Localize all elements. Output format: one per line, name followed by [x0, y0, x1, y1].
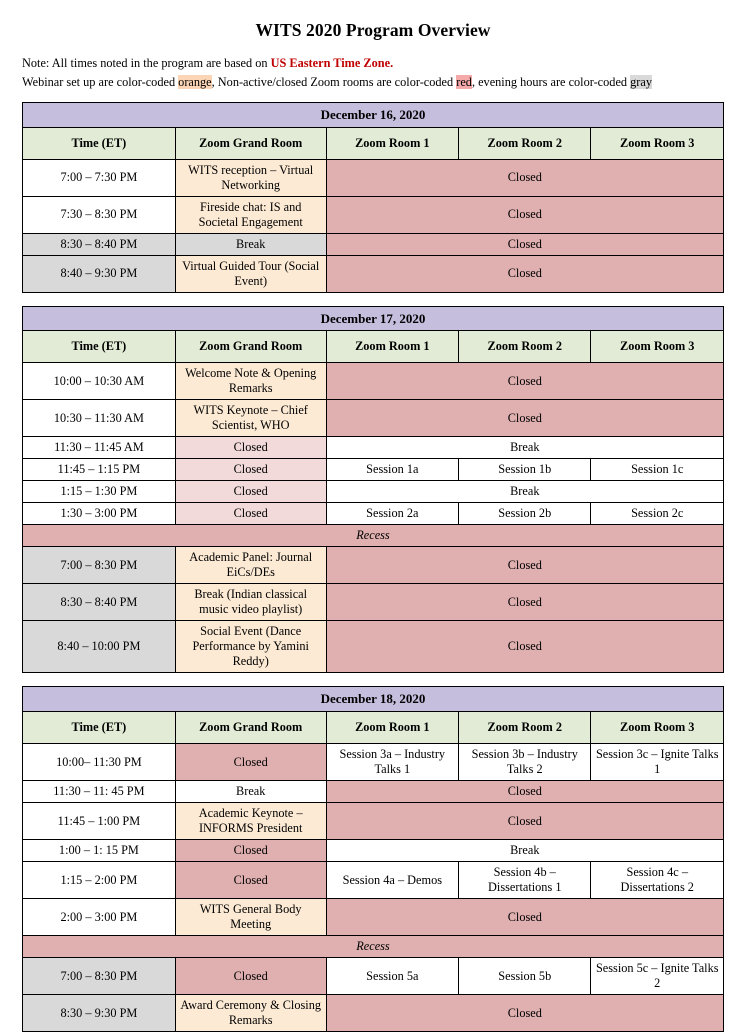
cell-closed: Closed	[326, 995, 723, 1032]
cell-grand: WITS General Body Meeting	[175, 899, 326, 936]
day-header-label: December 16, 2020	[23, 102, 724, 127]
cell-closed: Closed	[326, 363, 723, 400]
cell-closed: Closed	[326, 584, 723, 621]
col-head-room1: Zoom Room 1	[326, 331, 458, 363]
note-line-2-b: , Non-active/closed Zoom rooms are color-coded	[211, 74, 457, 89]
cell-room3: Session 4c – Dissertations 2	[591, 862, 724, 899]
cell-grand: Welcome Note & Opening Remarks	[175, 363, 326, 400]
cell-grand: Break	[175, 781, 326, 803]
cell-grand: Social Event (Dance Performance by Yamini Reddy)	[175, 621, 326, 673]
recess-row	[23, 525, 724, 547]
legend-red: red	[456, 74, 472, 89]
cell-time: 11:30 – 11: 45 PM	[23, 781, 176, 803]
col-head-room2: Zoom Room 2	[459, 712, 591, 744]
col-head-room3: Zoom Room 3	[591, 127, 724, 159]
table-row	[23, 503, 724, 525]
cell-recess: Recess	[23, 936, 724, 958]
cell-time: 11:45 – 1:15 PM	[23, 459, 176, 481]
col-head-room2: Zoom Room 2	[459, 331, 591, 363]
table-row	[23, 899, 724, 936]
cell-closed: Closed	[326, 196, 723, 233]
day-header-label: December 17, 2020	[23, 306, 724, 331]
cell-room3: Session 3c – Ignite Talks 1	[591, 744, 724, 781]
cell-grand: Break (Indian classical music video playlist)	[175, 584, 326, 621]
table-row	[23, 584, 724, 621]
column-header-row	[23, 331, 724, 363]
day-header-label: December 18, 2020	[23, 687, 724, 712]
notes-block	[22, 55, 724, 92]
cell-grand: WITS Keynote – Chief Scientist, WHO	[175, 400, 326, 437]
cell-room1: Session 2a	[326, 503, 458, 525]
column-header-row	[23, 127, 724, 159]
table-row	[23, 744, 724, 781]
cell-grand: Closed	[175, 481, 326, 503]
cell-time: 10:00 – 10:30 AM	[23, 363, 176, 400]
cell-room2: Session 2b	[459, 503, 591, 525]
cell-grand: Virtual Guided Tour (Social Event)	[175, 255, 326, 292]
cell-room2: Session 4b – Dissertations 1	[459, 862, 591, 899]
cell-grand: Academic Keynote – INFORMS President	[175, 803, 326, 840]
cell-time: 7:30 – 8:30 PM	[23, 196, 176, 233]
table-row	[23, 547, 724, 584]
schedule-table-day-1	[22, 102, 724, 293]
table-row	[23, 481, 724, 503]
table-row	[23, 363, 724, 400]
cell-time: 1:30 – 3:00 PM	[23, 503, 176, 525]
legend-gray: gray	[630, 74, 652, 89]
cell-time: 8:40 – 10:00 PM	[23, 621, 176, 673]
cell-time: 7:00 – 8:30 PM	[23, 547, 176, 584]
cell-closed: Closed	[326, 899, 723, 936]
cell-grand: Closed	[175, 503, 326, 525]
cell-room2: Session 5b	[459, 958, 591, 995]
table-row	[23, 840, 724, 862]
cell-time: 8:40 – 9:30 PM	[23, 255, 176, 292]
col-head-room1: Zoom Room 1	[326, 127, 458, 159]
cell-break: Break	[326, 840, 723, 862]
cell-time: 1:15 – 1:30 PM	[23, 481, 176, 503]
schedule-table-day-2	[22, 306, 724, 674]
col-head-time: Time (ET)	[23, 331, 176, 363]
legend-orange: orange	[178, 74, 212, 89]
note-timezone-highlight: US Eastern Time Zone.	[270, 56, 394, 70]
cell-time: 1:00 – 1: 15 PM	[23, 840, 176, 862]
cell-grand: Closed	[175, 437, 326, 459]
col-head-grand: Zoom Grand Room	[175, 331, 326, 363]
cell-room1: Session 3a – Industry Talks 1	[326, 744, 458, 781]
cell-room3: Session 5c – Ignite Talks 2	[591, 958, 724, 995]
cell-room3: Session 1c	[591, 459, 724, 481]
page-title: WITS 2020 Program Overview	[255, 20, 491, 40]
cell-closed: Closed	[326, 159, 723, 196]
cell-time: 1:15 – 2:00 PM	[23, 862, 176, 899]
recess-row	[23, 936, 724, 958]
cell-grand: Academic Panel: Journal EiCs/DEs	[175, 547, 326, 584]
note-line-2-c: , evening hours are color-coded	[471, 74, 631, 89]
day-header-row	[23, 102, 724, 127]
cell-grand: Closed	[175, 840, 326, 862]
table-row	[23, 995, 724, 1032]
table-row	[23, 233, 724, 255]
cell-time: 8:30 – 9:30 PM	[23, 995, 176, 1032]
note-line-2	[22, 74, 724, 92]
table-row	[23, 862, 724, 899]
cell-closed: Closed	[326, 547, 723, 584]
col-head-grand: Zoom Grand Room	[175, 712, 326, 744]
table-row	[23, 621, 724, 673]
cell-closed: Closed	[326, 803, 723, 840]
table-row	[23, 958, 724, 995]
cell-grand: Closed	[175, 459, 326, 481]
cell-recess: Recess	[23, 525, 724, 547]
cell-grand: Closed	[175, 958, 326, 995]
table-row	[23, 159, 724, 196]
note-line-1	[22, 55, 724, 73]
col-head-time: Time (ET)	[23, 127, 176, 159]
table-row	[23, 781, 724, 803]
table-row	[23, 803, 724, 840]
col-head-room3: Zoom Room 3	[591, 331, 724, 363]
cell-grand: Fireside chat: IS and Societal Engagement	[175, 196, 326, 233]
table-row	[23, 400, 724, 437]
cell-room2: Session 3b – Industry Talks 2	[459, 744, 591, 781]
cell-closed: Closed	[326, 255, 723, 292]
col-head-room2: Zoom Room 2	[459, 127, 591, 159]
cell-time: 7:00 – 7:30 PM	[23, 159, 176, 196]
cell-time: 7:00 – 8:30 PM	[23, 958, 176, 995]
cell-grand: Closed	[175, 744, 326, 781]
col-head-grand: Zoom Grand Room	[175, 127, 326, 159]
section-gap	[22, 293, 724, 306]
cell-room1: Session 1a	[326, 459, 458, 481]
cell-closed: Closed	[326, 781, 723, 803]
cell-grand: Break	[175, 233, 326, 255]
section-gap	[22, 673, 724, 686]
cell-time: 8:30 – 8:40 PM	[23, 233, 176, 255]
cell-grand: Award Ceremony & Closing Remarks	[175, 995, 326, 1032]
cell-time: 2:00 – 3:00 PM	[23, 899, 176, 936]
table-row	[23, 255, 724, 292]
col-head-room1: Zoom Room 1	[326, 712, 458, 744]
table-row	[23, 437, 724, 459]
cell-time: 8:30 – 8:40 PM	[23, 584, 176, 621]
day-header-row	[23, 306, 724, 331]
col-head-room3: Zoom Room 3	[591, 712, 724, 744]
day-header-row	[23, 687, 724, 712]
cell-time: 10:30 – 11:30 AM	[23, 400, 176, 437]
cell-grand: WITS reception – Virtual Networking	[175, 159, 326, 196]
note-line-1-prefix: Note: All times noted in the program are based on	[22, 56, 271, 70]
cell-break: Break	[326, 481, 723, 503]
note-line-2-a: Webinar set up are color-coded	[22, 74, 179, 89]
cell-room3: Session 2c	[591, 503, 724, 525]
cell-time: 11:30 – 11:45 AM	[23, 437, 176, 459]
table-row	[23, 459, 724, 481]
cell-time: 11:45 – 1:00 PM	[23, 803, 176, 840]
cell-grand: Closed	[175, 862, 326, 899]
cell-time: 10:00– 11:30 PM	[23, 744, 176, 781]
col-head-time: Time (ET)	[23, 712, 176, 744]
cell-closed: Closed	[326, 621, 723, 673]
cell-room2: Session 1b	[459, 459, 591, 481]
cell-closed: Closed	[326, 400, 723, 437]
table-row	[23, 196, 724, 233]
cell-room1: Session 4a – Demos	[326, 862, 458, 899]
cell-room1: Session 5a	[326, 958, 458, 995]
column-header-row	[23, 712, 724, 744]
cell-break: Break	[326, 437, 723, 459]
cell-closed: Closed	[326, 233, 723, 255]
schedule-table-day-3	[22, 686, 724, 1032]
